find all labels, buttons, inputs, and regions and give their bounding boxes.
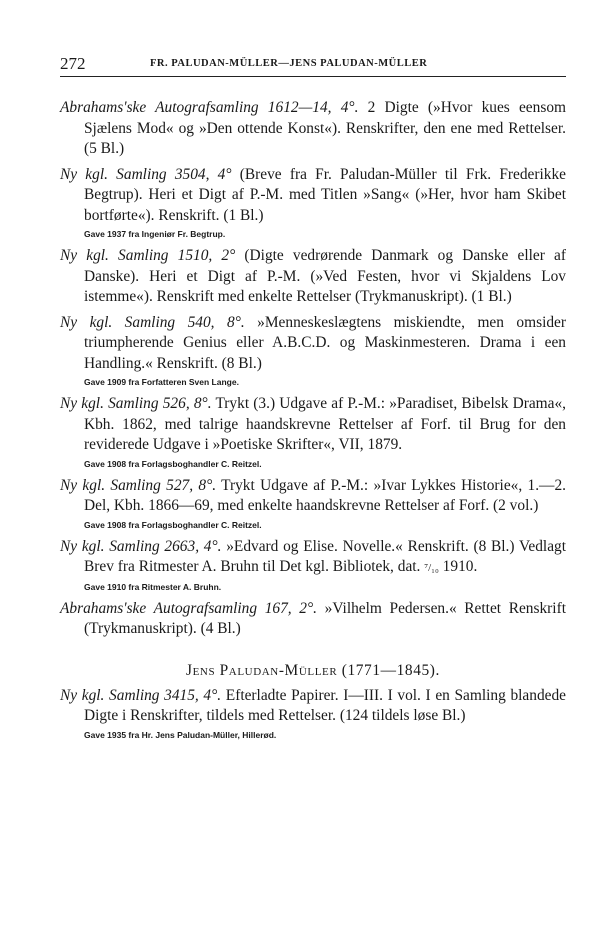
catalogue-entry xyxy=(60,537,566,594)
catalogue-entry xyxy=(60,98,566,160)
catalogue-entry xyxy=(60,246,566,308)
date-year: 1910. xyxy=(438,558,478,575)
catalogue-entry xyxy=(60,476,566,532)
entry-text: »Menneskeslægtens miskiendte, men omsider triumpherende Genius eller A.B.C.D. og Maskinmesteren. Drama i een Handling.« Renskrift. (8 Bl.) xyxy=(84,313,567,372)
entry-source: Ny kgl. Samling 540, 8°. xyxy=(60,313,245,331)
section-heading: Jens Paludan-Müller (1771—1845). xyxy=(186,661,440,679)
catalogue-list xyxy=(60,98,566,747)
gift-note: Gave 1908 fra Forlagsboghandler C. Reitzel. xyxy=(84,519,262,530)
running-head: FR. PALUDAN-MÜLLER—JENS PALUDAN-MÜLLER xyxy=(150,58,428,69)
entry-source: Abrahams'ske Autografsamling 167, 2°. xyxy=(60,599,318,617)
entry-source: Ny kgl. Samling 526, 8°. xyxy=(60,395,212,412)
gift-note: Gave 1910 fra Ritmester A. Bruhn. xyxy=(84,581,222,592)
entry-text: (Breve fra Fr. Paludan-Müller til Frk. Frederikke Begtrup). Heri et Digt af P.-M. med Titlen »Sang« (»Her, hvor ham Skibet bortførte«). Renskrift. (1 Bl.) xyxy=(84,165,566,224)
gift-note: Gave 1909 fra Forfatteren Sven Lange. xyxy=(84,377,239,387)
page-header xyxy=(60,54,566,77)
catalogue-entry xyxy=(60,599,566,640)
catalogue-entry xyxy=(60,313,566,390)
entry-source: Ny kgl. Samling 527, 8°. xyxy=(60,476,217,494)
date-fraction: ⁷/₁₀ xyxy=(424,562,439,574)
gift-note: Gave 1937 fra Ingeniør Fr. Begtrup. xyxy=(84,229,226,239)
entry-text: Trykt (3.) Udgave af P.-M.: »Paradiset, Bibelsk Drama«, Kbh. 1862, med talrige haandskrevne Rettelser af Forf. til Brug for den reviderede Udgave i »Poetiske Skrifter«, VII, 1879. xyxy=(84,395,566,453)
catalogue-entry xyxy=(60,165,566,242)
entry-source: Abrahams'ske Autografsamling 1612—14, 4°. xyxy=(60,99,359,116)
entry-text: 2 Digte (»Hvor kues eensom Sjælens Mod« og »Den ottende Konst«). Renskrifter, den ene med Rettelser. (5 Bl.) xyxy=(84,99,566,157)
entry-source: Ny kgl. Samling 3504, 4° xyxy=(60,165,232,183)
entry-text: Efterladte Papirer. I—III. I vol. I en Samling blandede Digte i Renskrifter, tildels med Rettelser. (124 tildels løse Bl.) xyxy=(84,686,567,724)
page-number: 272 xyxy=(60,54,86,73)
gift-note: Gave 1908 fra Forlagsboghandler C. Reitzel. xyxy=(84,458,262,469)
gift-note: Gave 1935 fra Hr. Jens Paludan-Müller, Hillerød. xyxy=(84,729,277,740)
entry-source: Ny kgl. Samling 2663, 4°. xyxy=(60,537,222,555)
entry-source: Ny kgl. Samling 3415, 4°. xyxy=(60,686,222,704)
entry-text: Trykt Udgave af P.-M.: »Ivar Lykkes Historie«, 1.—2. Del, Kbh. 1866—69, med enkelte haandskrevne Rettelser af Forf. (2 vol.) xyxy=(84,476,566,514)
entry-text: »Vilhelm Pedersen.« Rettet Renskrift (Trykmanuskript). (4 Bl.) xyxy=(84,599,566,637)
entry-text: »Edvard og Elise. Novelle.« Renskrift. (8 Bl.) Vedlagt Brev fra Ritmester A. Bruhn til Det kgl. Bibliotek, dat. xyxy=(84,537,566,575)
catalogue-entry xyxy=(60,686,566,742)
catalogue-entry xyxy=(60,394,566,471)
entry-source: Ny kgl. Samling 1510, 2° xyxy=(60,247,236,264)
entry-text: (Digte vedrørende Danmark og Danske eller af Danske). Heri et Digt af P.-M. (»Ved Festen, hvor vi Skjaldens Lov istemme«). Renskrift med enkelte Rettelser (Trykmanuskript). (1 Bl.) xyxy=(84,247,566,305)
